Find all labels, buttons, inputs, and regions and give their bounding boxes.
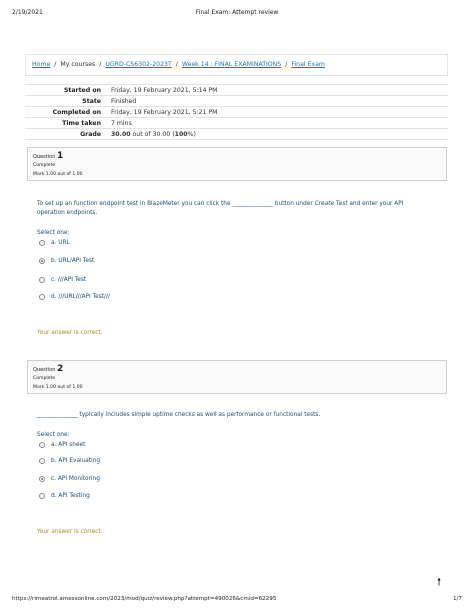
print-date: 2/19/2021 (12, 9, 43, 16)
radio-button-selected[interactable] (39, 258, 45, 264)
radio-button-selected[interactable] (39, 476, 45, 482)
breadcrumb-course-link[interactable]: UGRD-CS6302-2023T (105, 61, 172, 68)
breadcrumb-my-courses[interactable]: My courses (60, 61, 96, 68)
answer-option-c[interactable] (39, 277, 86, 283)
answer-option-label: d. API Testing (51, 493, 90, 499)
question-text-emphasis: Create Test (314, 201, 348, 207)
arrow-up-icon[interactable]: 🠕 (436, 577, 442, 588)
summary-row (25, 96, 448, 107)
breadcrumb-separator: / (285, 61, 288, 68)
breadcrumb-separator: / (99, 61, 102, 68)
question-1-feedback: Your answer is correct. (37, 330, 103, 336)
answer-option-b[interactable] (39, 258, 94, 264)
grade-close: %) (187, 130, 196, 138)
answer-option-label: a. API sheet (51, 442, 86, 448)
breadcrumb-home-link[interactable]: Home (32, 61, 51, 68)
radio-button[interactable] (39, 458, 45, 464)
radio-button[interactable] (39, 277, 45, 283)
summary-value: Friday, 19 February 2021, 5:14 PM (107, 85, 448, 96)
print-page-number: 1/7 (452, 596, 462, 602)
summary-value: 7 mins (107, 118, 448, 129)
summary-row (25, 85, 448, 96)
question-number (33, 364, 441, 374)
summary-label: State (25, 96, 107, 107)
summary-value: Finished (107, 96, 448, 107)
question-number (33, 151, 441, 161)
answer-option-d[interactable] (39, 493, 90, 499)
question-state: Complete (33, 163, 56, 168)
answer-option-label: c. ///API Test (51, 277, 87, 283)
answer-option-c[interactable] (39, 476, 100, 482)
breadcrumb-separator: / (54, 61, 57, 68)
question-2-info (27, 360, 447, 394)
summary-value: Friday, 19 February 2021, 5:21 PM (107, 107, 448, 118)
summary-row (25, 118, 448, 129)
grade-out-of: out of 30.00 ( (130, 130, 175, 138)
question-word: Question (33, 367, 56, 373)
question-text-part: To set up an function endpoint test in BlazeMeter you can click the ______________ button under (37, 201, 315, 207)
question-mark: Mark 1.00 out of 1.00 (33, 172, 83, 177)
radio-button[interactable] (39, 493, 45, 499)
summary-label: Completed on (25, 107, 107, 118)
answer-option-d[interactable] (39, 294, 110, 300)
question-1-info (27, 147, 447, 181)
question-mark: Mark 1.00 out of 1.00 (33, 385, 83, 390)
question-2-feedback: Your answer is correct. (37, 529, 103, 535)
answer-option-b[interactable] (39, 458, 100, 464)
question-2-text (37, 411, 427, 420)
select-one-label: Select one: (37, 432, 70, 438)
breadcrumb (25, 54, 448, 76)
question-state: Complete (33, 376, 56, 381)
print-title: Final Exam: Attempt review (195, 9, 279, 16)
grade-label: Grade (25, 129, 107, 140)
question-text-part: ______________ typically includes simple uptime checks as well as performance or functional tests. (37, 412, 321, 418)
select-one-label: Select one: (37, 230, 70, 236)
radio-button[interactable] (39, 240, 45, 246)
grade-value (107, 129, 448, 140)
summary-row (25, 107, 448, 118)
print-url: https://rimeatrol.amessonline.com/2023/mod/quiz/review.php?attempt=490026&cmid=62295 (12, 596, 277, 602)
breadcrumb-quiz-link[interactable]: Final Exam (291, 61, 325, 68)
radio-button[interactable] (39, 294, 45, 300)
question-text-part: and enter your API operation endpoints. (37, 201, 404, 216)
grade-score: 30.00 (111, 130, 131, 138)
summary-label: Time taken (25, 118, 107, 129)
radio-button[interactable] (39, 442, 45, 448)
question-number-value: 2 (56, 364, 64, 374)
breadcrumb-week-link[interactable]: Week 14 : FINAL EXAMINATIONS (181, 61, 282, 68)
summary-label: Started on (25, 85, 107, 96)
answer-option-a[interactable] (39, 442, 85, 448)
answer-option-label: c. API Monitoring (51, 476, 100, 482)
question-1-text (37, 200, 427, 218)
answer-option-label: d. ///URL///API Test/// (51, 294, 110, 300)
grade-percent: 100 (174, 130, 188, 138)
breadcrumb-separator: / (175, 61, 178, 68)
question-word: Question (33, 154, 56, 160)
answer-option-a[interactable] (39, 240, 70, 246)
summary-row-grade (25, 129, 448, 140)
print-header (12, 9, 462, 19)
answer-option-label: b. URL/API Test (51, 258, 95, 264)
answer-option-label: b. API Evaluating (51, 458, 101, 464)
answer-option-label: a. URL (51, 240, 70, 246)
question-number-value: 1 (56, 151, 64, 161)
attempt-summary-table (25, 84, 448, 140)
